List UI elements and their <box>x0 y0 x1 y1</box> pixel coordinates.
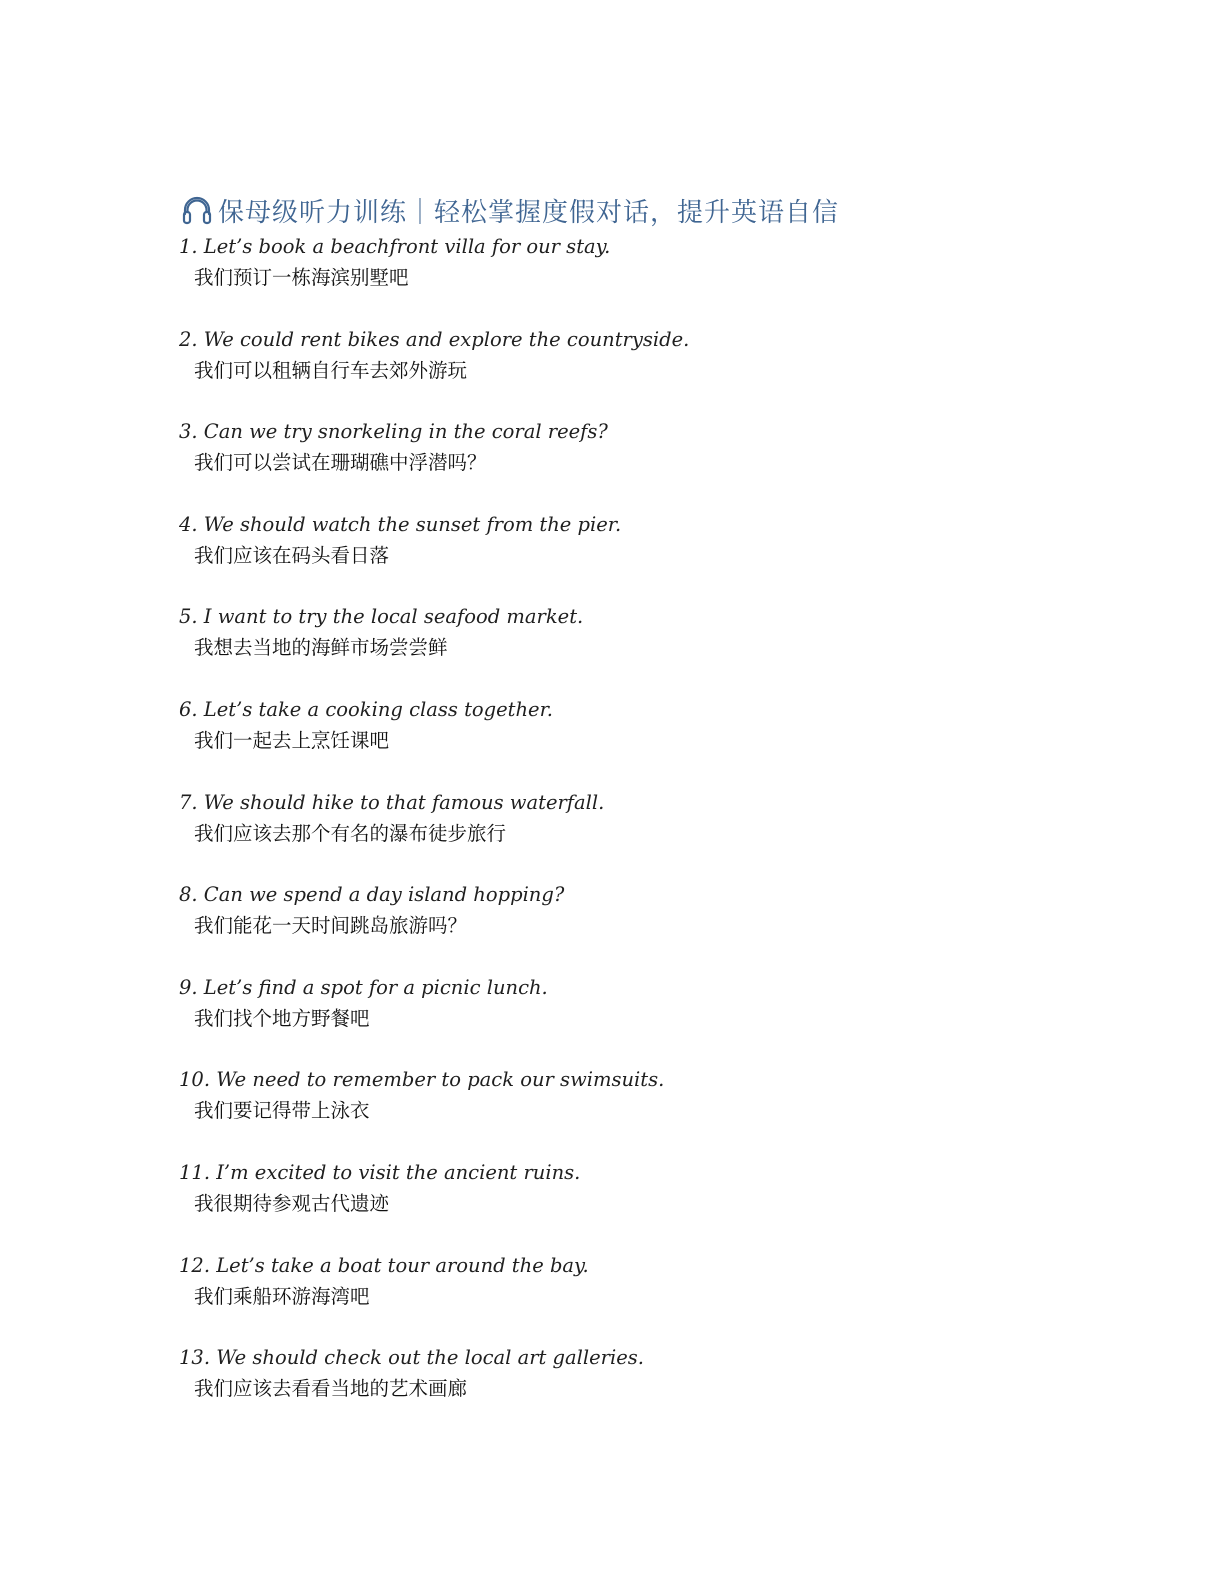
sentence-entry <box>179 325 1079 418</box>
document-header <box>180 192 839 228</box>
english-sentence: 7. We should hike to that famous waterfall. <box>179 790 605 814</box>
english-sentence: 10. We need to remember to pack our swimsuits. <box>179 1068 665 1092</box>
english-sentence: 5. I want to try the local seafood market. <box>179 605 584 629</box>
chinese-translation: 我们可以租辆自行车去郊外游玩 <box>194 358 468 382</box>
sentence-entry <box>179 602 1079 695</box>
chinese-translation: 我们一起去上烹饪课吧 <box>194 728 390 752</box>
sentence-list <box>179 232 1079 1436</box>
english-sentence: 8. Can we spend a day island hopping? <box>179 883 565 907</box>
sentence-entry <box>179 973 1079 1066</box>
headphones-icon <box>180 193 214 227</box>
chinese-translation: 我们预订一栋海滨别墅吧 <box>194 266 409 289</box>
chinese-translation: 我们可以尝试在珊瑚礁中浮潜吗？ <box>194 451 487 475</box>
sentence-entry <box>179 417 1079 510</box>
chinese-translation: 我们应该在码头看日落 <box>194 543 390 567</box>
sentence-entry <box>179 1158 1079 1251</box>
english-sentence: 1. Let’s book a beachfront villa for our stay. <box>179 235 611 258</box>
english-sentence: 3. Can we try snorkeling in the coral reefs? <box>179 420 608 444</box>
sentence-entry <box>179 1251 1079 1344</box>
chinese-translation: 我们找个地方野餐吧 <box>194 1006 370 1030</box>
chinese-translation: 我很期待参观古代遗迹 <box>194 1191 390 1215</box>
english-sentence: 9. Let’s find a spot for a picnic lunch. <box>179 975 548 999</box>
chinese-translation: 我们要记得带上泳衣 <box>194 1099 370 1123</box>
chinese-translation: 我们应该去那个有名的瀑布徒步旅行 <box>194 821 507 845</box>
english-sentence: 6. Let’s take a cooking class together. <box>179 697 553 721</box>
chinese-translation: 我想去当地的海鲜市场尝尝鲜 <box>194 636 448 660</box>
chinese-translation: 我们能花一天时间跳岛旅游吗？ <box>194 914 468 938</box>
chinese-translation: 我们乘船环游海湾吧 <box>194 1284 370 1308</box>
english-sentence: 13. We should check out the local art galleries. <box>179 1346 644 1370</box>
sentence-entry <box>179 1065 1079 1158</box>
document-title: 保母级听力训练｜轻松掌握度假对话，提升英语自信 <box>218 197 840 228</box>
english-sentence: 12. Let’s take a boat tour around the bay. <box>179 1253 589 1277</box>
sentence-entry <box>179 695 1079 788</box>
sentence-entry <box>179 880 1079 973</box>
sentence-entry <box>179 232 1079 325</box>
chinese-translation: 我们应该去看看当地的艺术画廊 <box>194 1377 468 1401</box>
english-sentence: 4. We should watch the sunset from the pier. <box>179 512 622 536</box>
english-sentence: 2. We could rent bikes and explore the countryside. <box>179 327 690 351</box>
english-sentence: 11. I’m excited to visit the ancient ruins. <box>179 1160 581 1184</box>
sentence-entry <box>179 788 1079 881</box>
sentence-entry <box>179 510 1079 603</box>
sentence-entry <box>179 1343 1079 1436</box>
